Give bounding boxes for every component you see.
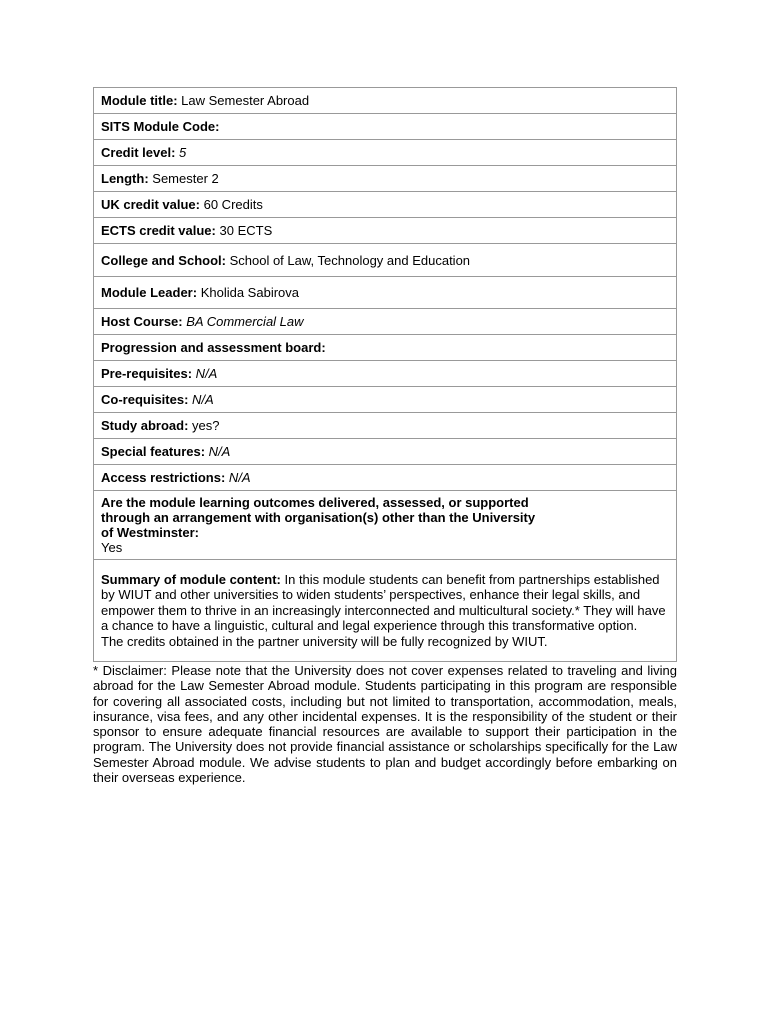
study-abroad-value: yes? — [192, 418, 220, 433]
row-sits-code — [94, 114, 677, 140]
uk-credit-label: UK credit value: — [101, 197, 200, 212]
special-features-value: N/A — [208, 444, 231, 459]
host-course-label: Host Course: — [101, 314, 183, 329]
partnership-answer: Yes — [101, 540, 123, 555]
row-special-features — [94, 439, 677, 465]
row-module-title — [94, 88, 677, 114]
college-value: School of Law, Technology and Education — [229, 252, 471, 268]
module-leader-value: Kholida Sabirova — [200, 285, 299, 300]
module-document — [93, 87, 677, 785]
row-corequisites — [94, 387, 677, 413]
progression-label: Progression and assessment board: — [101, 340, 326, 355]
summary-label: Summary of module content: — [101, 571, 281, 587]
corequisites-value: N/A — [192, 392, 214, 407]
credit-level-value: 5 — [179, 145, 187, 160]
row-partnership-arrangement — [94, 491, 677, 560]
row-host-course — [94, 309, 677, 335]
disclaimer-paragraph: * Disclaimer: Please note that the University does not cover expenses related to traveling and living abroad for the Law Semester Abroad module. Students participating in this program are responsible for covering all associated costs, including but not limited to transportation, accommodation, meals, insurance, visa fees, and any other incidental expenses. It is the responsibility of the student or their sponsor to ensure adequate financial resources are available to support their participation in the program. The University does not provide financial assistance or scholarships specifically for the Law Semester Abroad module. We advise students to plan and budget accordingly before embarking on their overseas experience. — [93, 663, 677, 786]
module-leader-label: Module Leader: — [101, 285, 198, 300]
prerequisites-label: Pre-requisites: — [101, 366, 193, 381]
row-credit-level — [94, 140, 677, 166]
module-title-label: Module title: — [101, 93, 178, 108]
length-value: Semester 2 — [152, 171, 219, 186]
ects-credit-value: 30 ECTS — [219, 223, 273, 238]
partnership-question-line: Are the module learning outcomes delivered, assessed, or supported — [101, 495, 529, 510]
uk-credit-value: 60 Credits — [203, 197, 263, 212]
prerequisites-value: N/A — [195, 366, 218, 381]
length-label: Length: — [101, 171, 149, 186]
row-progression-board — [94, 335, 677, 361]
row-uk-credit — [94, 192, 677, 218]
row-study-abroad — [94, 413, 677, 439]
row-length — [94, 166, 677, 192]
row-ects-credit — [94, 218, 677, 244]
summary-text: In this module students can benefit from partnerships established by WIUT and other universities to widen students’ perspectives, enhance their legal skills, and empower them to thrive in an increasingly interconnected and multicultural society.* They will have a chance to have a linguistic, cultural and legal experience through this transformative option. — [101, 571, 666, 634]
row-college — [94, 244, 677, 277]
credits-recognition-note: The credits obtained in the partner university will be fully recognized by WIUT. — [101, 633, 548, 649]
row-access-restrictions — [94, 465, 677, 491]
row-module-leader — [94, 277, 677, 309]
access-restrictions-value: N/A — [228, 470, 251, 485]
ects-credit-label: ECTS credit value: — [101, 223, 216, 238]
module-title-value: Law Semester Abroad — [181, 93, 310, 108]
study-abroad-label: Study abroad: — [101, 418, 189, 433]
partnership-question-line: through an arrangement with organisation(s) other than the University — [101, 510, 536, 525]
college-label: College and School: — [101, 252, 226, 268]
host-course-value: BA Commercial Law — [186, 314, 304, 329]
sits-code-label: SITS Module Code: — [101, 119, 220, 134]
special-features-label: Special features: — [101, 444, 206, 459]
partnership-question-line: of Westminster: — [101, 525, 199, 540]
module-table — [93, 87, 677, 662]
row-summary — [94, 560, 677, 662]
corequisites-label: Co-requisites: — [101, 392, 189, 407]
row-prerequisites — [94, 361, 677, 387]
credit-level-label: Credit level: — [101, 145, 176, 160]
access-restrictions-label: Access restrictions: — [101, 470, 226, 485]
